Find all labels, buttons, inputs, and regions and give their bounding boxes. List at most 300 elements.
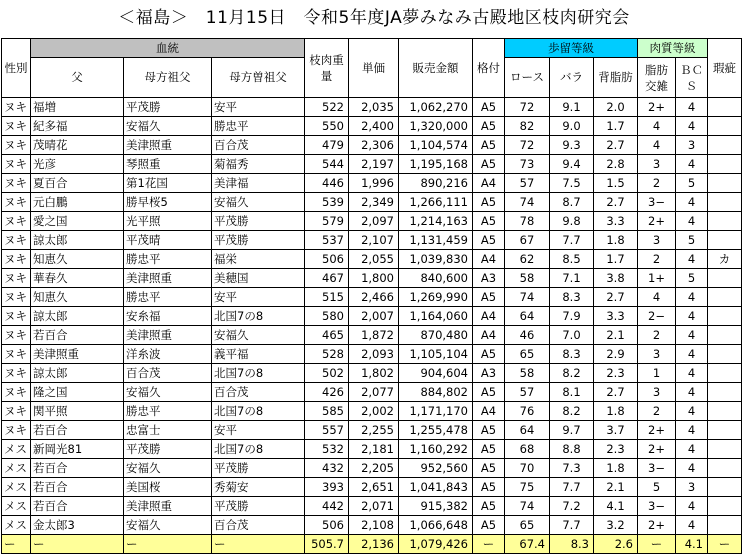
cell-grade: A5 — [473, 288, 505, 307]
cell-backfat: 1.7 — [594, 117, 638, 136]
cell-sale-amount: 884,802 — [399, 383, 473, 402]
cell-bcs: 4 — [676, 497, 708, 516]
cell-defect — [708, 459, 742, 478]
cell-sale-amount: 904,604 — [399, 364, 473, 383]
cell-father: 若百合 — [31, 497, 124, 516]
summary-father: ー — [31, 535, 124, 554]
cell-bcs: 5 — [676, 231, 708, 250]
cell-backfat: 3.3 — [594, 212, 638, 231]
cell-father: 知恵久 — [31, 288, 124, 307]
cell-dam-sire: 勝忠平 — [124, 250, 212, 269]
cell-bcs: 4 — [676, 516, 708, 535]
table-body — [2, 98, 742, 535]
cell-sex: メス — [2, 497, 31, 516]
cell-weight: 557 — [305, 421, 349, 440]
cell-rib: 7.7 — [550, 231, 594, 250]
cell-grade: A5 — [473, 383, 505, 402]
header-father: 父 — [31, 58, 124, 98]
cell-sex: ヌキ — [2, 231, 31, 250]
table-row — [2, 440, 742, 459]
cell-backfat: 1.5 — [594, 174, 638, 193]
cell-marbling: 3− — [638, 497, 676, 516]
cell-dam-dam-sire: 平茂勝 — [212, 212, 305, 231]
cell-dam-sire: 洋糸波 — [124, 345, 212, 364]
cell-father: 諒太郎 — [31, 307, 124, 326]
cell-sex: ヌキ — [2, 288, 31, 307]
cell-father: 夏百合 — [31, 174, 124, 193]
cell-marbling: 2 — [638, 250, 676, 269]
cell-father: 隆之国 — [31, 383, 124, 402]
cell-defect — [708, 402, 742, 421]
header-sale-amount: 販売金額 — [399, 39, 473, 98]
header-weight: 枝肉重量 — [305, 39, 349, 98]
header-rib: バラ — [550, 58, 594, 98]
cell-marbling: 1 — [638, 364, 676, 383]
cell-grade: A5 — [473, 155, 505, 174]
cell-loin: 73 — [505, 155, 550, 174]
cell-rib: 9.3 — [550, 136, 594, 155]
cell-unit-price: 2,400 — [349, 117, 399, 136]
cell-weight: 426 — [305, 383, 349, 402]
cell-unit-price: 2,007 — [349, 307, 399, 326]
cell-weight: 544 — [305, 155, 349, 174]
cell-sale-amount: 890,216 — [399, 174, 473, 193]
cell-defect — [708, 136, 742, 155]
cell-loin: 46 — [505, 326, 550, 345]
table-row — [2, 497, 742, 516]
cell-rib: 7.7 — [550, 478, 594, 497]
cell-dam-sire: 平茂勝 — [124, 98, 212, 117]
cell-sex: ヌキ — [2, 345, 31, 364]
cell-grade: A4 — [473, 402, 505, 421]
cell-defect: カ — [708, 250, 742, 269]
cell-dam-dam-sire: 秀菊安 — [212, 478, 305, 497]
cell-unit-price: 1,802 — [349, 364, 399, 383]
table-row — [2, 193, 742, 212]
table-row — [2, 402, 742, 421]
header-defect: 瑕疵 — [708, 39, 742, 98]
cell-rib: 8.3 — [550, 345, 594, 364]
cell-dam-dam-sire: 平茂勝 — [212, 231, 305, 250]
cell-dam-sire: 安福久 — [124, 383, 212, 402]
cell-father: 福増 — [31, 98, 124, 117]
table-row — [2, 307, 742, 326]
cell-loin: 58 — [505, 364, 550, 383]
cell-unit-price: 2,205 — [349, 459, 399, 478]
cell-dam-sire: 勝早桜5 — [124, 193, 212, 212]
table-row — [2, 478, 742, 497]
cell-unit-price: 2,306 — [349, 136, 399, 155]
table-row — [2, 212, 742, 231]
cell-marbling: 3− — [638, 459, 676, 478]
cell-unit-price: 2,107 — [349, 231, 399, 250]
cell-defect — [708, 497, 742, 516]
cell-sale-amount: 1,214,163 — [399, 212, 473, 231]
cell-unit-price: 2,651 — [349, 478, 399, 497]
cell-grade: A3 — [473, 364, 505, 383]
cell-unit-price: 2,255 — [349, 421, 399, 440]
cell-loin: 65 — [505, 516, 550, 535]
cell-defect — [708, 288, 742, 307]
cell-loin: 64 — [505, 421, 550, 440]
cell-dam-sire: 勝忠平 — [124, 402, 212, 421]
cell-backfat: 3.3 — [594, 307, 638, 326]
cell-loin: 57 — [505, 174, 550, 193]
cell-loin: 76 — [505, 402, 550, 421]
cell-weight: 479 — [305, 136, 349, 155]
cell-sale-amount: 1,104,574 — [399, 136, 473, 155]
cell-marbling: 2+ — [638, 421, 676, 440]
cell-weight: 537 — [305, 231, 349, 250]
cell-bcs: 4 — [676, 155, 708, 174]
cell-defect — [708, 383, 742, 402]
cell-weight: 442 — [305, 497, 349, 516]
cell-bcs: 4 — [676, 307, 708, 326]
cell-bcs: 5 — [676, 269, 708, 288]
cell-defect — [708, 212, 742, 231]
cell-father: 諒太郎 — [31, 364, 124, 383]
cell-father: 華春久 — [31, 269, 124, 288]
cell-bcs: 5 — [676, 174, 708, 193]
header-unit-price: 単価 — [349, 39, 399, 98]
cell-father: 新岡光81 — [31, 440, 124, 459]
cell-defect — [708, 516, 742, 535]
cell-sex: ヌキ — [2, 326, 31, 345]
cell-loin: 68 — [505, 440, 550, 459]
cell-defect — [708, 421, 742, 440]
cell-father: 紀多福 — [31, 117, 124, 136]
cell-dam-sire: 美津照重 — [124, 326, 212, 345]
cell-grade: A4 — [473, 307, 505, 326]
page-title: ＜福島＞ 11月15日 令和5年度JA夢みなみ古殿地区枝肉研究会 — [118, 8, 630, 28]
cell-grade: A5 — [473, 345, 505, 364]
cell-backfat: 2.3 — [594, 364, 638, 383]
cell-rib: 8.1 — [550, 383, 594, 402]
header-loin: ロース — [505, 58, 550, 98]
cell-sex: ヌキ — [2, 402, 31, 421]
cell-marbling: 4 — [638, 136, 676, 155]
cell-grade: A5 — [473, 212, 505, 231]
cell-unit-price: 1,996 — [349, 174, 399, 193]
cell-weight: 393 — [305, 478, 349, 497]
cell-loin: 82 — [505, 117, 550, 136]
cell-bcs: 4 — [676, 117, 708, 136]
cell-sale-amount: 1,164,060 — [399, 307, 473, 326]
cell-rib: 8.5 — [550, 250, 594, 269]
summary-marbling: ー — [638, 535, 676, 554]
table-row — [2, 516, 742, 535]
cell-sex: ヌキ — [2, 98, 31, 117]
cell-sale-amount: 1,041,843 — [399, 478, 473, 497]
cell-rib: 9.7 — [550, 421, 594, 440]
cell-marbling: 3 — [638, 231, 676, 250]
cell-father: 元白鵬 — [31, 193, 124, 212]
cell-backfat: 2.3 — [594, 440, 638, 459]
cell-dam-dam-sire: 百合茂 — [212, 516, 305, 535]
cell-defect — [708, 364, 742, 383]
cell-father: 若百合 — [31, 478, 124, 497]
cell-father: 知恵久 — [31, 250, 124, 269]
header-bcs: ＢＣＳ — [676, 58, 708, 98]
cell-grade: A5 — [473, 478, 505, 497]
cell-backfat: 2.1 — [594, 326, 638, 345]
table-row — [2, 459, 742, 478]
cell-bcs: 3 — [676, 478, 708, 497]
cell-sex: メス — [2, 478, 31, 497]
summary-dam-dam-sire: ー — [212, 535, 305, 554]
header-backfat: 背脂肪 — [594, 58, 638, 98]
cell-rib: 7.7 — [550, 516, 594, 535]
cell-dam-dam-sire: 北国7の8 — [212, 364, 305, 383]
cell-defect — [708, 174, 742, 193]
cell-dam-sire: 美津照重 — [124, 136, 212, 155]
header-dam-sire: 母方祖父 — [124, 58, 212, 98]
summary-sex: ー — [2, 535, 31, 554]
cell-rib: 7.0 — [550, 326, 594, 345]
table-row — [2, 421, 742, 440]
cell-dam-sire: 美津照重 — [124, 269, 212, 288]
cell-unit-price: 1,800 — [349, 269, 399, 288]
cell-rib: 8.3 — [550, 288, 594, 307]
cell-defect — [708, 98, 742, 117]
cell-dam-sire: 安福久 — [124, 117, 212, 136]
cell-weight: 539 — [305, 193, 349, 212]
cell-grade: A5 — [473, 231, 505, 250]
header-sex: 性別 — [2, 39, 31, 98]
cell-sex: ヌキ — [2, 136, 31, 155]
cell-rib: 7.2 — [550, 497, 594, 516]
cell-grade: A3 — [473, 269, 505, 288]
cell-sex: ヌキ — [2, 117, 31, 136]
cell-weight: 585 — [305, 402, 349, 421]
cell-marbling: 4 — [638, 288, 676, 307]
cell-grade: A5 — [473, 459, 505, 478]
cell-bcs: 4 — [676, 345, 708, 364]
cell-sex: メス — [2, 459, 31, 478]
cell-rib: 8.2 — [550, 364, 594, 383]
cell-rib: 9.0 — [550, 117, 594, 136]
cell-weight: 532 — [305, 440, 349, 459]
cell-weight: 550 — [305, 117, 349, 136]
cell-dam-dam-sire: 安平 — [212, 421, 305, 440]
summary-row — [2, 535, 742, 554]
carcass-table — [1, 38, 742, 554]
cell-backfat: 1.7 — [594, 250, 638, 269]
cell-weight: 579 — [305, 212, 349, 231]
summary-bcs: 4.1 — [676, 535, 708, 554]
cell-defect — [708, 269, 742, 288]
cell-rib: 9.1 — [550, 98, 594, 117]
table-row — [2, 155, 742, 174]
cell-loin: 62 — [505, 250, 550, 269]
header-quality-grade: 肉質等級 — [638, 39, 708, 58]
header-marbling: 脂肪交雑 — [638, 58, 676, 98]
cell-weight: 502 — [305, 364, 349, 383]
cell-marbling: 2+ — [638, 212, 676, 231]
cell-rib: 8.7 — [550, 193, 594, 212]
cell-marbling: 3− — [638, 193, 676, 212]
cell-backfat: 1.8 — [594, 231, 638, 250]
cell-dam-sire: 美国桜 — [124, 478, 212, 497]
cell-sale-amount: 1,171,170 — [399, 402, 473, 421]
summary-unit-price: 2,136 — [349, 535, 399, 554]
cell-unit-price: 2,466 — [349, 288, 399, 307]
summary-sale-amount: 1,079,426 — [399, 535, 473, 554]
cell-sale-amount: 1,269,990 — [399, 288, 473, 307]
cell-grade: A4 — [473, 250, 505, 269]
summary-rib: 8.3 — [550, 535, 594, 554]
cell-sale-amount: 1,105,104 — [399, 345, 473, 364]
cell-bcs: 4 — [676, 193, 708, 212]
cell-sale-amount: 915,382 — [399, 497, 473, 516]
cell-grade: A5 — [473, 193, 505, 212]
cell-sale-amount: 870,480 — [399, 326, 473, 345]
cell-loin: 72 — [505, 98, 550, 117]
cell-dam-dam-sire: 安平 — [212, 288, 305, 307]
cell-bcs: 4 — [676, 364, 708, 383]
cell-sale-amount: 1,039,830 — [399, 250, 473, 269]
cell-defect — [708, 117, 742, 136]
cell-dam-dam-sire: 平茂勝 — [212, 497, 305, 516]
cell-sex: ヌキ — [2, 307, 31, 326]
cell-father: 若百合 — [31, 459, 124, 478]
cell-loin: 70 — [505, 459, 550, 478]
cell-sex: ヌキ — [2, 212, 31, 231]
summary-dam-sire: ー — [124, 535, 212, 554]
cell-sex: ヌキ — [2, 269, 31, 288]
cell-backfat: 2.7 — [594, 136, 638, 155]
cell-bcs: 4 — [676, 326, 708, 345]
cell-grade: A5 — [473, 117, 505, 136]
cell-sale-amount: 1,160,292 — [399, 440, 473, 459]
cell-dam-sire: 百合茂 — [124, 364, 212, 383]
cell-bcs: 4 — [676, 383, 708, 402]
cell-rib: 7.3 — [550, 459, 594, 478]
summary-grade: ー — [473, 535, 505, 554]
cell-sale-amount: 1,131,459 — [399, 231, 473, 250]
header-lineage: 血統 — [31, 39, 305, 58]
cell-backfat: 1.8 — [594, 402, 638, 421]
cell-unit-price: 2,181 — [349, 440, 399, 459]
cell-bcs: 4 — [676, 402, 708, 421]
cell-father: 光彦 — [31, 155, 124, 174]
cell-rib: 9.4 — [550, 155, 594, 174]
cell-dam-dam-sire: 北国7の8 — [212, 440, 305, 459]
cell-defect — [708, 326, 742, 345]
cell-father: 諒太郎 — [31, 231, 124, 250]
cell-unit-price: 1,872 — [349, 326, 399, 345]
cell-sex: ヌキ — [2, 364, 31, 383]
cell-bcs: 4 — [676, 212, 708, 231]
cell-grade: A5 — [473, 136, 505, 155]
cell-dam-dam-sire: 美穂国 — [212, 269, 305, 288]
cell-dam-dam-sire: 菊福秀 — [212, 155, 305, 174]
cell-rib: 7.1 — [550, 269, 594, 288]
cell-dam-dam-sire: 福栄 — [212, 250, 305, 269]
cell-loin: 65 — [505, 345, 550, 364]
cell-backfat: 3.7 — [594, 421, 638, 440]
cell-defect — [708, 193, 742, 212]
cell-marbling: 2 — [638, 174, 676, 193]
cell-sale-amount: 1,266,111 — [399, 193, 473, 212]
cell-backfat: 3.8 — [594, 269, 638, 288]
cell-loin: 58 — [505, 269, 550, 288]
cell-rib: 8.8 — [550, 440, 594, 459]
cell-defect — [708, 155, 742, 174]
cell-bcs: 3 — [676, 136, 708, 155]
cell-father: 若百合 — [31, 326, 124, 345]
cell-grade: A4 — [473, 326, 505, 345]
cell-weight: 506 — [305, 250, 349, 269]
cell-defect — [708, 440, 742, 459]
cell-loin: 64 — [505, 307, 550, 326]
cell-defect — [708, 307, 742, 326]
cell-dam-dam-sire: 勝忠平 — [212, 117, 305, 136]
cell-loin: 74 — [505, 497, 550, 516]
cell-sex: ヌキ — [2, 383, 31, 402]
cell-sale-amount: 1,066,648 — [399, 516, 473, 535]
table-row — [2, 231, 742, 250]
cell-father: 愛之国 — [31, 212, 124, 231]
cell-dam-sire: 安糸福 — [124, 307, 212, 326]
cell-father: 美津照重 — [31, 345, 124, 364]
cell-dam-dam-sire: 安福久 — [212, 193, 305, 212]
cell-backfat: 4.1 — [594, 497, 638, 516]
cell-dam-dam-sire: 百合茂 — [212, 136, 305, 155]
cell-backfat: 2.0 — [594, 98, 638, 117]
cell-dam-dam-sire: 安福久 — [212, 326, 305, 345]
cell-unit-price: 2,077 — [349, 383, 399, 402]
cell-unit-price: 2,197 — [349, 155, 399, 174]
cell-grade: A5 — [473, 440, 505, 459]
cell-loin: 72 — [505, 136, 550, 155]
cell-sale-amount: 952,560 — [399, 459, 473, 478]
cell-dam-dam-sire: 百合茂 — [212, 383, 305, 402]
cell-dam-sire: 平茂晴 — [124, 231, 212, 250]
table-row — [2, 364, 742, 383]
cell-loin: 74 — [505, 288, 550, 307]
cell-defect — [708, 345, 742, 364]
cell-sex: ヌキ — [2, 155, 31, 174]
cell-dam-sire: 光平照 — [124, 212, 212, 231]
table-row — [2, 288, 742, 307]
table-row — [2, 326, 742, 345]
cell-marbling: 2− — [638, 307, 676, 326]
cell-weight: 446 — [305, 174, 349, 193]
cell-loin: 57 — [505, 383, 550, 402]
cell-marbling: 2+ — [638, 98, 676, 117]
cell-dam-dam-sire: 美津福 — [212, 174, 305, 193]
cell-bcs: 4 — [676, 98, 708, 117]
cell-father: 金太郎3 — [31, 516, 124, 535]
cell-loin: 78 — [505, 212, 550, 231]
header-grade: 格付 — [473, 39, 505, 98]
header-yield-grade: 歩留等級 — [505, 39, 638, 58]
cell-marbling: 4 — [638, 117, 676, 136]
cell-bcs: 4 — [676, 288, 708, 307]
cell-dam-dam-sire: 平茂勝 — [212, 459, 305, 478]
table-row — [2, 117, 742, 136]
cell-grade: A4 — [473, 174, 505, 193]
table-row — [2, 383, 742, 402]
cell-dam-dam-sire: 義平福 — [212, 345, 305, 364]
cell-weight: 432 — [305, 459, 349, 478]
cell-marbling: 3 — [638, 383, 676, 402]
cell-unit-price: 2,035 — [349, 98, 399, 117]
cell-sale-amount: 1,062,270 — [399, 98, 473, 117]
cell-sale-amount: 1,255,478 — [399, 421, 473, 440]
cell-unit-price: 2,108 — [349, 516, 399, 535]
